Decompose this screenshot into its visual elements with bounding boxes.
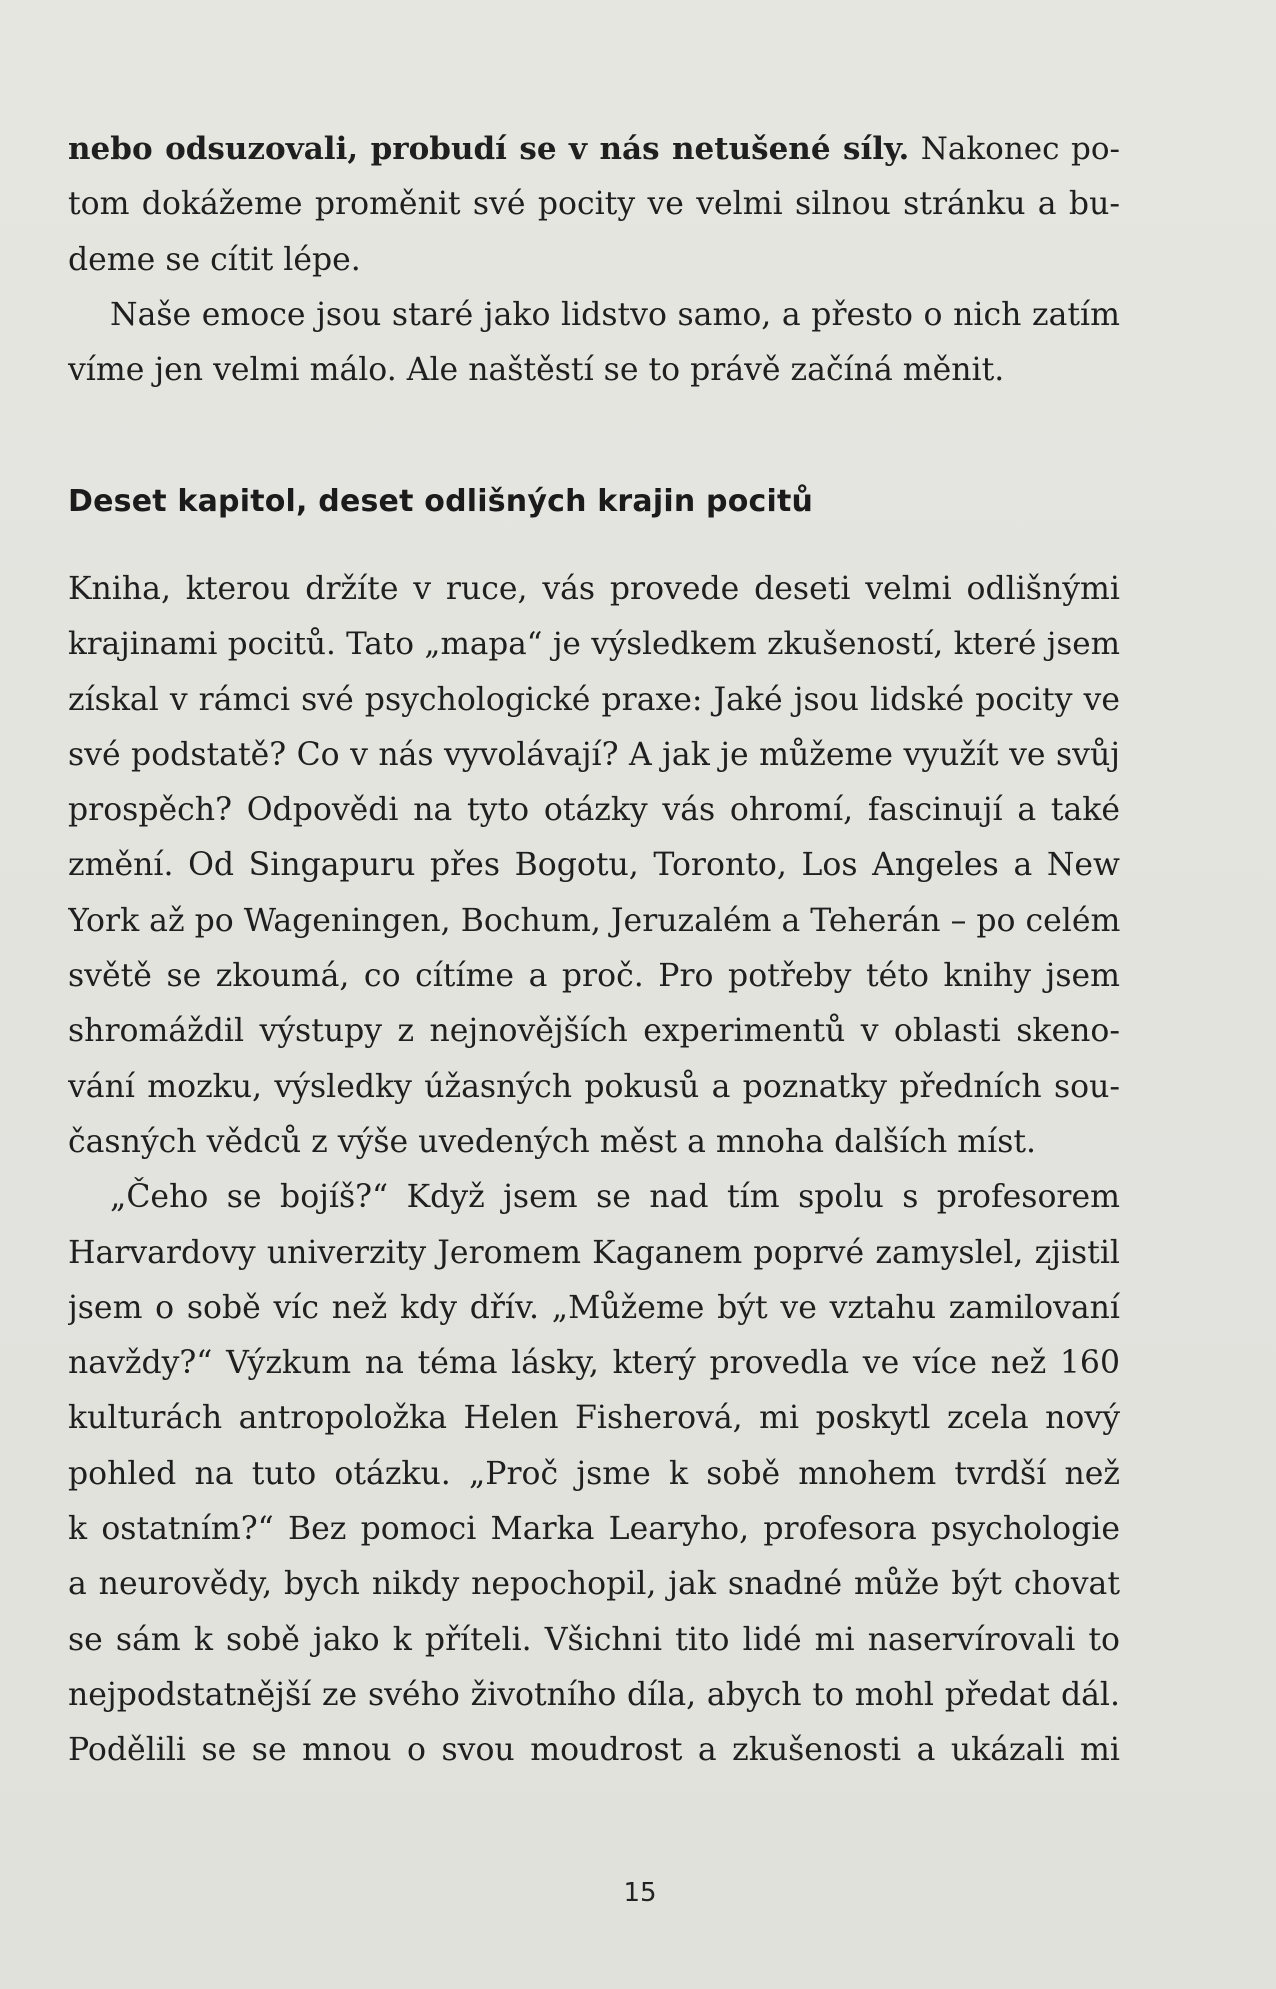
text-line: „Čeho se bojíš?“ Když jsem se nad tím spolu s profesorem	[110, 1179, 1120, 1216]
text-line: vání mozku, výsledky úžasných pokusů a poznatky předních sou-	[68, 1068, 1120, 1105]
text-line: navždy?“ Výzkum na téma lásky, který provedla ve více než 160	[68, 1345, 1120, 1382]
text-line: získal v rámci své psychologické praxe: Jaké jsou lidské pocity ve	[68, 681, 1120, 718]
text-line: York až po Wageningen, Bochum, Jeruzalém a Teherán – po celém	[68, 902, 1120, 939]
text-line: kulturách antropoložka Helen Fisherová, mi poskytl zcela nový	[68, 1400, 1120, 1437]
text-line: Naše emoce jsou staré jako lidstvo samo, a přesto o nich zatím	[110, 296, 1120, 333]
text-line: víme jen velmi málo. Ale naštěstí se to právě začíná měnit.	[68, 352, 1005, 389]
text-line: jsem o sobě víc než kdy dřív. „Můžeme být ve vztahu zamilovaní	[68, 1289, 1120, 1326]
bold-phrase: nebo odsuzovali, probudí se v nás netušené síly.	[68, 131, 910, 167]
text-line	[68, 122, 1120, 177]
section-heading: Deset kapitol, deset odlišných krajin pocitů	[68, 484, 814, 519]
text-line: Kniha, kterou držíte v ruce, vás provede deseti velmi odlišnými	[68, 571, 1120, 607]
text-line: časných vědců z výše uvedených měst a mnoha dalších míst.	[68, 1123, 1037, 1160]
text-line: změní. Od Singapuru přes Bogotu, Toronto, Los Angeles a New	[68, 847, 1120, 884]
text-line: nejpodstatnější ze svého životního díla, abych to mohl předat dál.	[68, 1676, 1120, 1713]
text-fragment: Nakonec po-	[909, 131, 1120, 167]
text-line: krajinami pocitů. Tato „mapa“ je výsledkem zkušeností, které jsem	[68, 626, 1120, 663]
text-line: a neurovědy, bych nikdy nepochopil, jak snadné může být chovat	[68, 1566, 1120, 1603]
body-paragraphs	[68, 562, 1120, 1779]
text-line: shromáždil výstupy z nejnovějších experimentů v oblasti skeno-	[68, 1013, 1120, 1050]
text-line: prospěch? Odpovědi na tyto otázky vás ohromí, fascinují a také	[68, 792, 1120, 829]
text-line: své podstatě? Co v nás vyvolávají? A jak je můžeme využít ve svůj	[68, 736, 1120, 773]
intro-paragraphs	[68, 122, 1120, 398]
text-line: Harvardovy univerzity Jeromem Kaganem poprvé zamyslel, zjistil	[68, 1234, 1120, 1271]
text-line: deme se cítit lépe.	[68, 241, 361, 278]
text-line: světě se zkoumá, co cítíme a proč. Pro potřeby této knihy jsem	[68, 958, 1120, 995]
text-line: k ostatním?“ Bez pomoci Marka Learyho, profesora psychologie	[68, 1511, 1120, 1548]
text-line: pohled na tuto otázku. „Proč jsme k sobě mnohem tvrdší než	[68, 1455, 1120, 1492]
text-line: se sám k sobě jako k příteli. Všichni tito lidé mi naservírovali to	[68, 1621, 1120, 1658]
text-line: tom dokážeme proměnit své pocity ve velmi silnou stránku a bu-	[68, 186, 1120, 223]
text-line: Podělili se se mnou o svou moudrost a zkušenosti a ukázali mi	[68, 1732, 1120, 1769]
page-number: 15	[623, 1878, 657, 1908]
